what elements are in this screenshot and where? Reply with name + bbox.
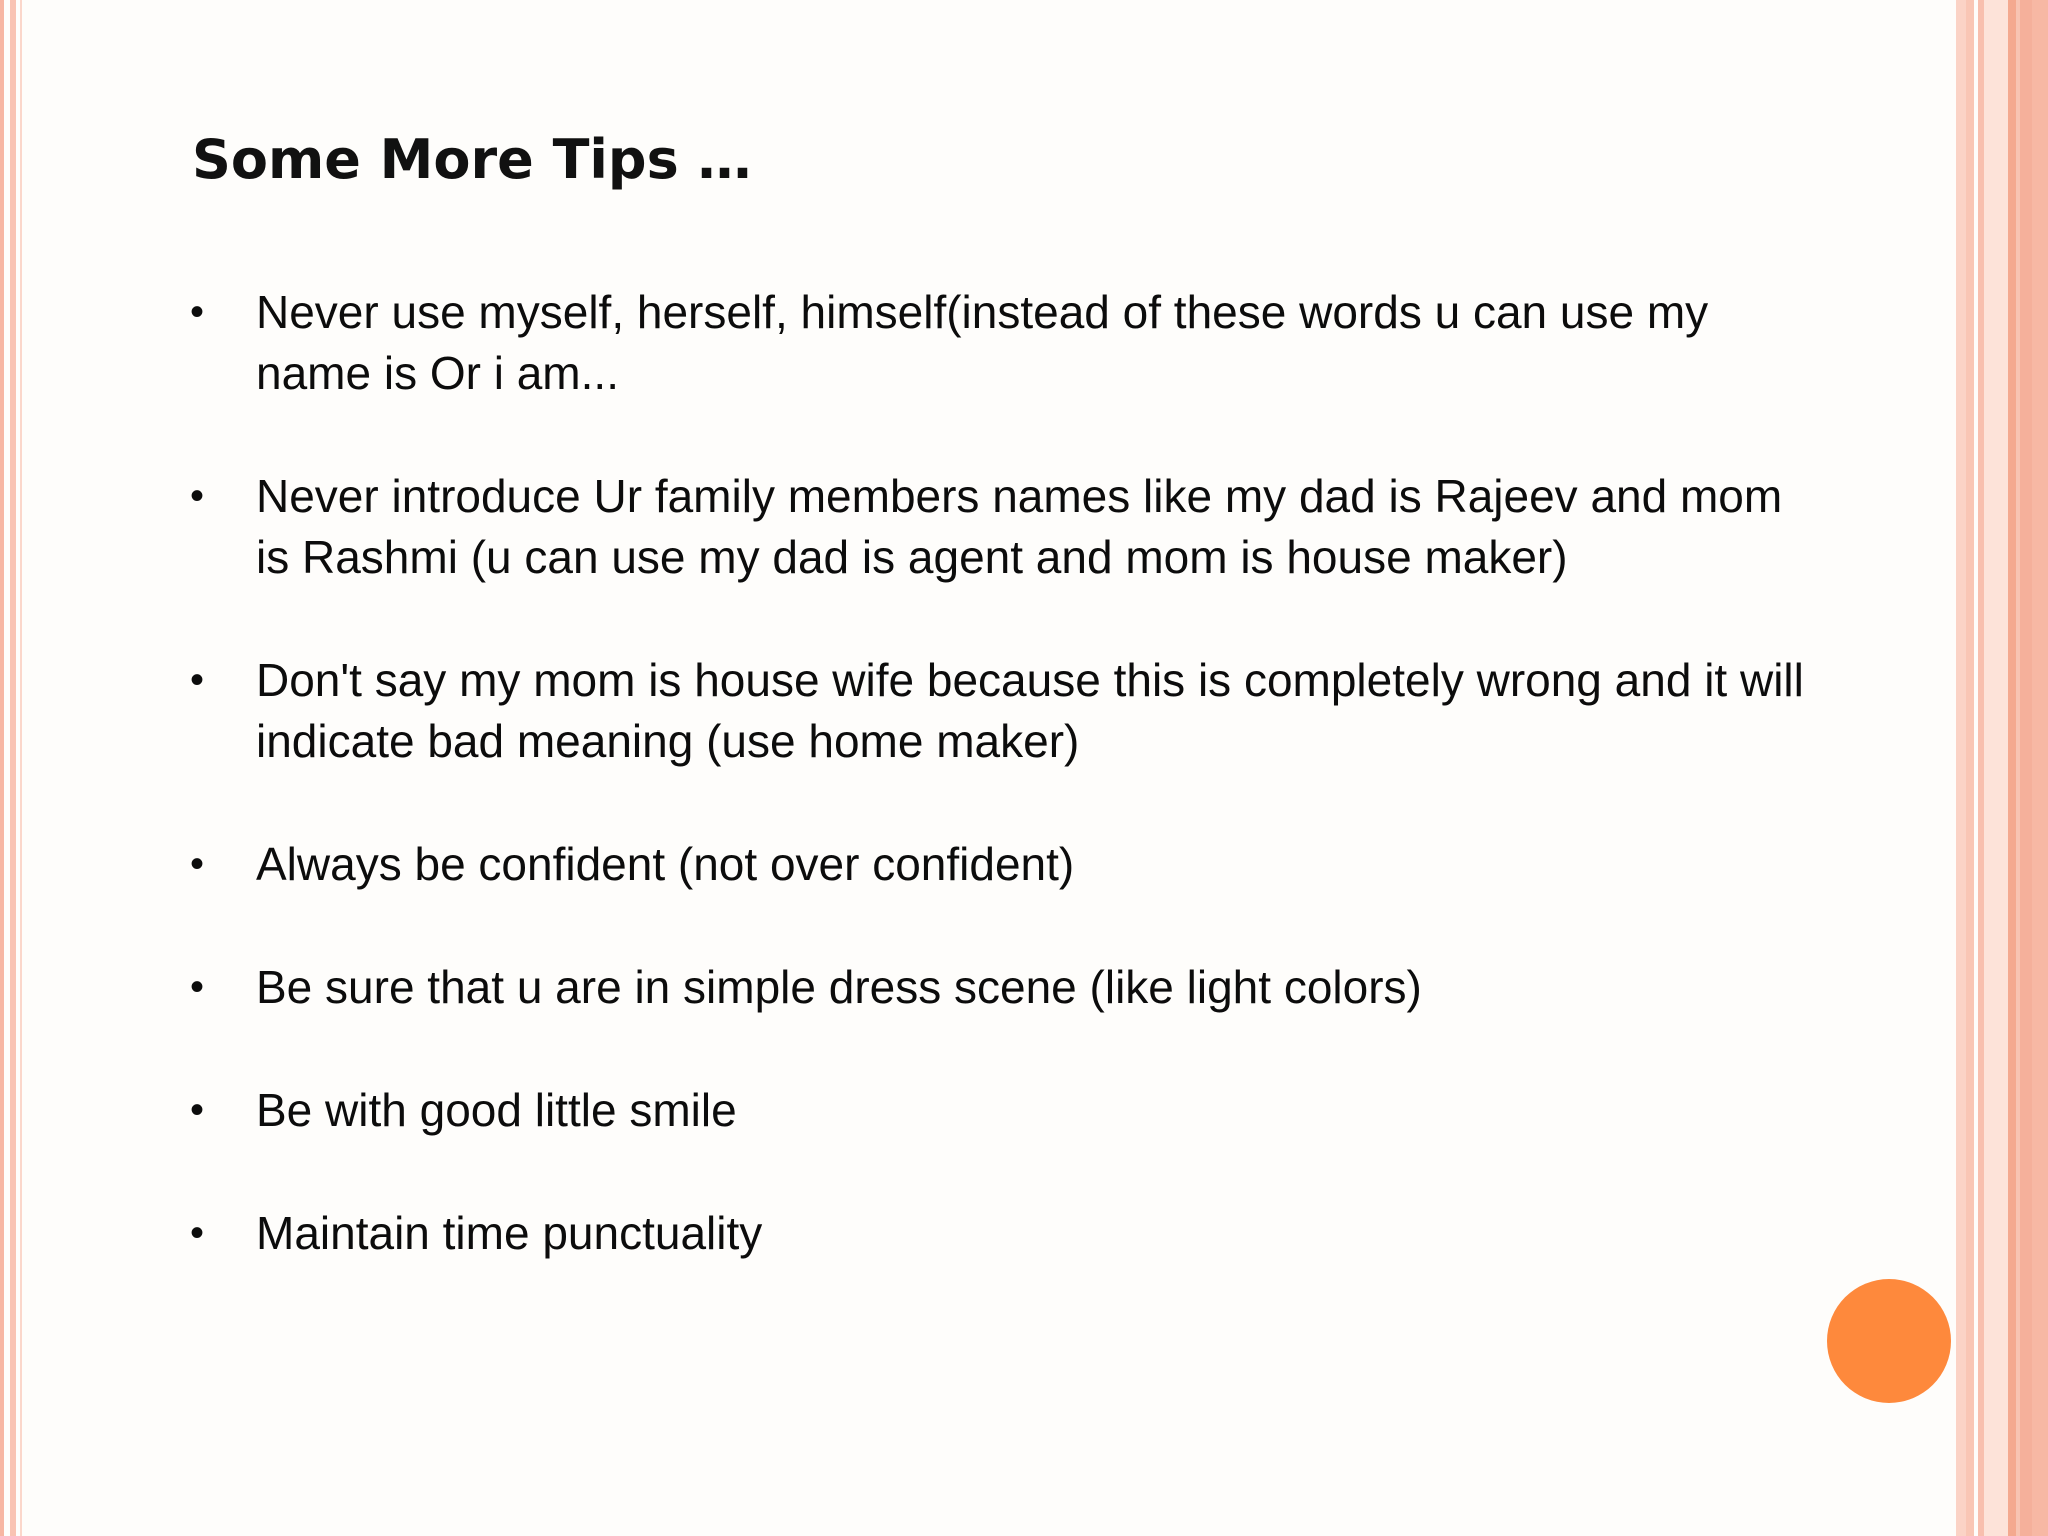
orange-circle-decoration: [1827, 1279, 1951, 1403]
right-border-stripe: [2032, 0, 2048, 1536]
left-border-stripe: [10, 0, 16, 1536]
list-item: [190, 1203, 1810, 1264]
tips-list: [190, 282, 1810, 1264]
list-item: [190, 282, 1810, 404]
right-border-stripe: [2020, 0, 2032, 1536]
bullet-icon: •: [190, 658, 205, 702]
list-item-text: Never introduce Ur family members names like my dad is Rajeev and mom is Rashmi (u can use my dad is agent and mom is house maker): [256, 470, 1783, 583]
list-item-text: Always be confident (not over confident): [256, 838, 1075, 890]
right-border-stripe: [2008, 0, 2016, 1536]
list-item-text: Maintain time punctuality: [256, 1207, 763, 1259]
list-item: [190, 650, 1810, 772]
list-item: [190, 466, 1810, 588]
bullet-icon: •: [190, 965, 205, 1009]
list-item-text: Be sure that u are in simple dress scene (like light colors): [256, 961, 1422, 1013]
list-item-text: Don't say my mom is house wife because this is completely wrong and it will indicate bad meaning (use home maker): [256, 654, 1804, 767]
right-border-stripe: [1984, 0, 2008, 1536]
list-item-text: Be with good little smile: [256, 1084, 737, 1136]
list-item: [190, 957, 1810, 1018]
bullet-icon: •: [190, 1211, 205, 1255]
bullet-icon: •: [190, 474, 205, 518]
list-item-text: Never use myself, herself, himself(instead of these words u can use my name is Or i am...: [256, 286, 1709, 399]
slide-title: Some More Tips …: [192, 128, 752, 191]
list-item: [190, 1080, 1810, 1141]
right-border-stripe: [1956, 0, 1966, 1536]
list-item: [190, 834, 1810, 895]
left-border-stripe: [20, 0, 22, 1536]
bullet-icon: •: [190, 842, 205, 886]
bullet-icon: •: [190, 1088, 205, 1132]
right-border-stripe: [1966, 0, 1974, 1536]
bullet-icon: •: [190, 290, 205, 334]
left-border-stripe: [0, 0, 4, 1536]
